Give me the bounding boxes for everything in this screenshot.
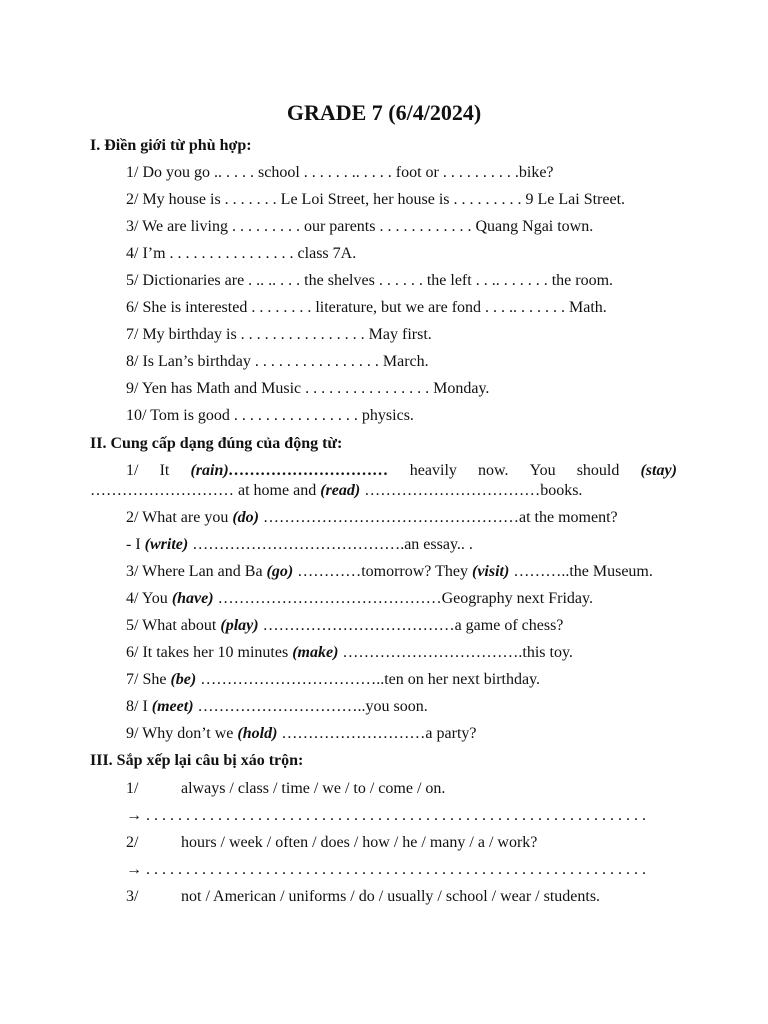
question-text: 2/ What are you — [126, 509, 233, 526]
page-title: GRADE 7 (6/4/2024) — [286, 100, 482, 125]
question-5 — [126, 617, 563, 635]
section-1-item: 1/ Do you go .. . . . . school . . . . . . .. . . . . foot or . . . . . . . . . .bike? — [126, 164, 554, 181]
question-1-line-1 — [126, 462, 677, 480]
section-1-item: 10/ Tom is good . . . . . . . . . . . . . . . . physics. — [126, 407, 414, 424]
word: heavily — [409, 462, 457, 479]
section-1-item: 9/ Yen has Math and Music . . . . . . . . . . . . . . . . Monday. — [126, 380, 490, 397]
question-4 — [126, 590, 593, 608]
answer-blank: …………tomorrow? They — [293, 563, 472, 580]
question-text: - I — [126, 536, 145, 553]
question-2 — [126, 509, 618, 527]
answer-blank: …………………………….this toy. — [338, 644, 573, 661]
question-6 — [126, 644, 573, 662]
question-3 — [126, 563, 653, 581]
verb-prompt: (be) — [170, 671, 197, 688]
verb-prompt: (hold) — [237, 725, 278, 742]
scrambled-words: not / American / uniforms / do / usually / school / wear / students. — [181, 888, 601, 905]
answer-blank: ………………………………….an essay.. . — [188, 536, 473, 553]
word: You — [529, 462, 556, 479]
answer-line: → . . . . . . . . . . . . . . . . . . . . . . . . . . . . . . . . . . . . . . . . . . . . . . . . . . . . . . . . . . . . . . . — [126, 807, 646, 824]
question-9 — [126, 725, 476, 743]
answer-blank: ………………………………a game of chess? — [258, 617, 564, 634]
verb-prompt: (stay) — [640, 462, 677, 479]
section-1-item: 5/ Dictionaries are . .. .. . . . the shelves . . . . . . the left . . .. . . . . . . the room. — [126, 272, 614, 289]
word: now. — [478, 462, 509, 479]
question-text: 3/ Where Lan and Ba — [126, 563, 267, 580]
verb-prompt: (go) — [266, 563, 294, 580]
question-number: 1/ — [126, 462, 139, 479]
answer-blank: ………………………a party? — [277, 725, 477, 742]
verb-prompt: (meet) — [151, 698, 194, 715]
question-text: 4/ You — [126, 590, 172, 607]
answer-line: → . . . . . . . . . . . . . . . . . . . . . . . . . . . . . . . . . . . . . . . . . . . . . . . . . . . . . . . . . . . . . . . — [126, 861, 646, 878]
verb-prompt: (do) — [232, 509, 259, 526]
section-1-item: 4/ I’m . . . . . . . . . . . . . . . . class 7A. — [126, 245, 357, 262]
answer-blank: …………………………………………at the moment? — [259, 509, 618, 526]
word: It — [159, 462, 170, 479]
word: should — [576, 462, 620, 479]
scrambled-item — [126, 834, 537, 852]
scrambled-item — [126, 888, 600, 906]
question-8 — [126, 698, 428, 716]
answer-blank: ………..the Museum. — [509, 563, 653, 580]
answer-blank: …………………………..you soon. — [193, 698, 428, 715]
verb-prompt: (rain)………………………… — [190, 462, 389, 479]
question-text: 9/ Why don’t we — [126, 725, 238, 742]
question-text: 5/ What about — [126, 617, 221, 634]
verb-prompt: (visit) — [472, 563, 510, 580]
verb-prompt: (play) — [220, 617, 259, 634]
scrambled-item — [126, 780, 445, 798]
section-1-item: 7/ My birthday is . . . . . . . . . . . . . . . . May first. — [126, 326, 432, 343]
answer-blank: ……………………………..ten on her next birthday. — [196, 671, 541, 688]
verb-prompt: (read) — [320, 482, 361, 499]
answer-blank: ……………………… at home and — [90, 482, 321, 499]
question-text: 6/ It takes her 10 minutes — [126, 644, 293, 661]
question-text: 7/ She — [126, 671, 171, 688]
question-text: 8/ I — [126, 698, 152, 715]
answer-blank: ……………………………books. — [360, 482, 583, 499]
verb-prompt: (make) — [292, 644, 339, 661]
section-3-heading: III. Sắp xếp lại câu bị xáo trộn: — [90, 752, 304, 769]
question-2b — [126, 536, 473, 554]
section-1-item: 3/ We are living . . . . . . . . . our parents . . . . . . . . . . . . Quang Ngai town. — [126, 218, 594, 235]
question-1-line-2 — [90, 482, 582, 500]
item-number: 2/ — [126, 834, 139, 851]
section-2-heading: II. Cung cấp dạng đúng của động từ: — [90, 435, 343, 452]
section-1-item: 8/ Is Lan’s birthday . . . . . . . . . . . . . . . . March. — [126, 353, 429, 370]
answer-blank: ……………………………………Geography next Friday. — [213, 590, 593, 607]
question-7 — [126, 671, 540, 689]
verb-prompt: (write) — [144, 536, 189, 553]
scrambled-words: hours / week / often / does / how / he / many / a / work? — [181, 834, 538, 851]
item-number: 1/ — [126, 780, 139, 797]
item-number: 3/ — [126, 888, 139, 905]
scrambled-words: always / class / time / we / to / come / on. — [181, 780, 446, 797]
section-1-heading: I. Điền giới từ phù hợp: — [90, 137, 252, 154]
verb-prompt: (have) — [171, 590, 214, 607]
section-1-item: 2/ My house is . . . . . . . Le Loi Street, her house is . . . . . . . . . 9 Le Lai Street. — [126, 191, 626, 208]
section-1-item: 6/ She is interested . . . . . . . . literature, but we are fond . . . .. . . . . . . Math. — [126, 299, 607, 316]
